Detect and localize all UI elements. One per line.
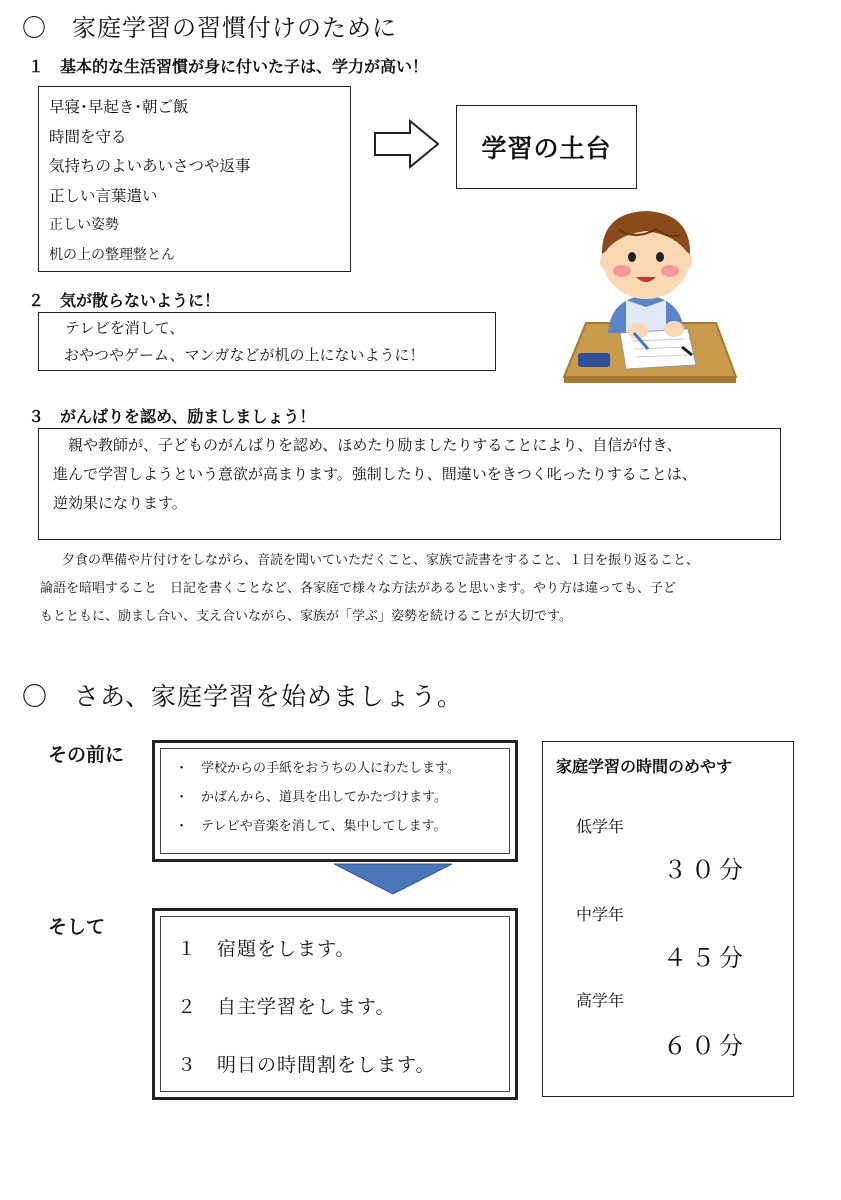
closing-line: 夕食の準備や片付けをしながら、音読を聞いていただくこと、家族で読書をすること、１日を振り返ること、 <box>62 553 700 568</box>
steps-inner-box <box>160 916 510 1092</box>
encouragement-line: 逆効果になります。 <box>53 494 187 512</box>
minutes-lower: ３０分 <box>663 856 747 884</box>
habit-item: 机の上の整理整とん <box>49 246 175 263</box>
grade-label-upper: 高学年 <box>576 991 625 1010</box>
point3-heading: ３ がんばりを認め、励ましましょう！ <box>28 407 316 426</box>
grade-label-lower: 低学年 <box>576 817 625 836</box>
point2-heading: ２ 気が散らないように！ <box>28 291 221 310</box>
study-time-guide-box <box>542 741 794 1097</box>
before-item: ・ 学校からの手紙をおうちの人にわたします。 <box>175 761 460 776</box>
habit-item: 正しい姿勢 <box>49 217 119 233</box>
before-item: ・ テレビや音楽を消して、集中してします。 <box>175 819 447 834</box>
right-arrow-icon <box>372 118 442 170</box>
habit-item: 気持ちのよいあいさつや返事 <box>49 157 251 175</box>
step-item: ２ 自主学習をします。 <box>177 996 396 1018</box>
before-item: ・ かばんから、道具を出してかたづけます。 <box>175 790 447 805</box>
before-inner-box <box>160 748 510 854</box>
steps-box <box>152 908 518 1100</box>
grade-label-middle: 中学年 <box>576 905 625 924</box>
habit-item: 正しい言葉遣い <box>49 186 158 205</box>
habit-item: 時間を守る <box>49 127 127 146</box>
learning-foundation-label: 学習の土台 <box>481 134 612 163</box>
encouragement-line: 進んで学習しようという意欲が高まります。強制したり、間違いをきつく叱ったりすることは、 <box>53 465 697 483</box>
before-label: その前に <box>48 744 125 766</box>
learning-foundation-box <box>456 105 637 189</box>
closing-line: 論語を暗唱すること 日記を書くことなど、各家庭で様々な方法があると思います。やり方は違っても、子ど <box>40 581 676 596</box>
habits-box <box>38 86 351 272</box>
step-item: ３ 明日の時間割をします。 <box>177 1054 436 1076</box>
guide-title: 家庭学習の時間のめやす <box>556 757 733 776</box>
before-box <box>152 740 518 862</box>
child-studying-illustration <box>556 205 742 387</box>
point1-heading: １ 基本的な生活習慣が身に付いた子は、学力が高い！ <box>28 57 429 76</box>
then-label: そして <box>48 916 106 938</box>
distraction-line: おやつやゲーム、マンガなどが机の上にないように！ <box>64 346 425 364</box>
down-arrow-icon <box>334 862 452 896</box>
closing-paragraph <box>40 547 810 631</box>
distraction-box <box>38 312 496 371</box>
encouragement-line: 親や教師が、子どものがんばりを認め、ほめたり励ましたりすることにより、自信が付き、 <box>68 436 682 454</box>
habit-item: 早寝･早起き･朝ご飯 <box>49 98 189 116</box>
section2-title: 〇 さあ、家庭学習を始めましょう。 <box>22 682 464 711</box>
section1-title: 〇 家庭学習の習慣付けのために <box>22 14 397 42</box>
step-item: １ 宿題をします。 <box>177 938 356 960</box>
minutes-middle: ４５分 <box>663 944 747 972</box>
closing-line: もとともに、励まし合い、支え合いながら、家族が「学ぶ」姿勢を続けることが大切です。 <box>40 609 572 624</box>
distraction-line: テレビを消して、 <box>65 319 185 337</box>
minutes-upper: ６０分 <box>663 1032 747 1060</box>
encouragement-box <box>38 428 781 540</box>
